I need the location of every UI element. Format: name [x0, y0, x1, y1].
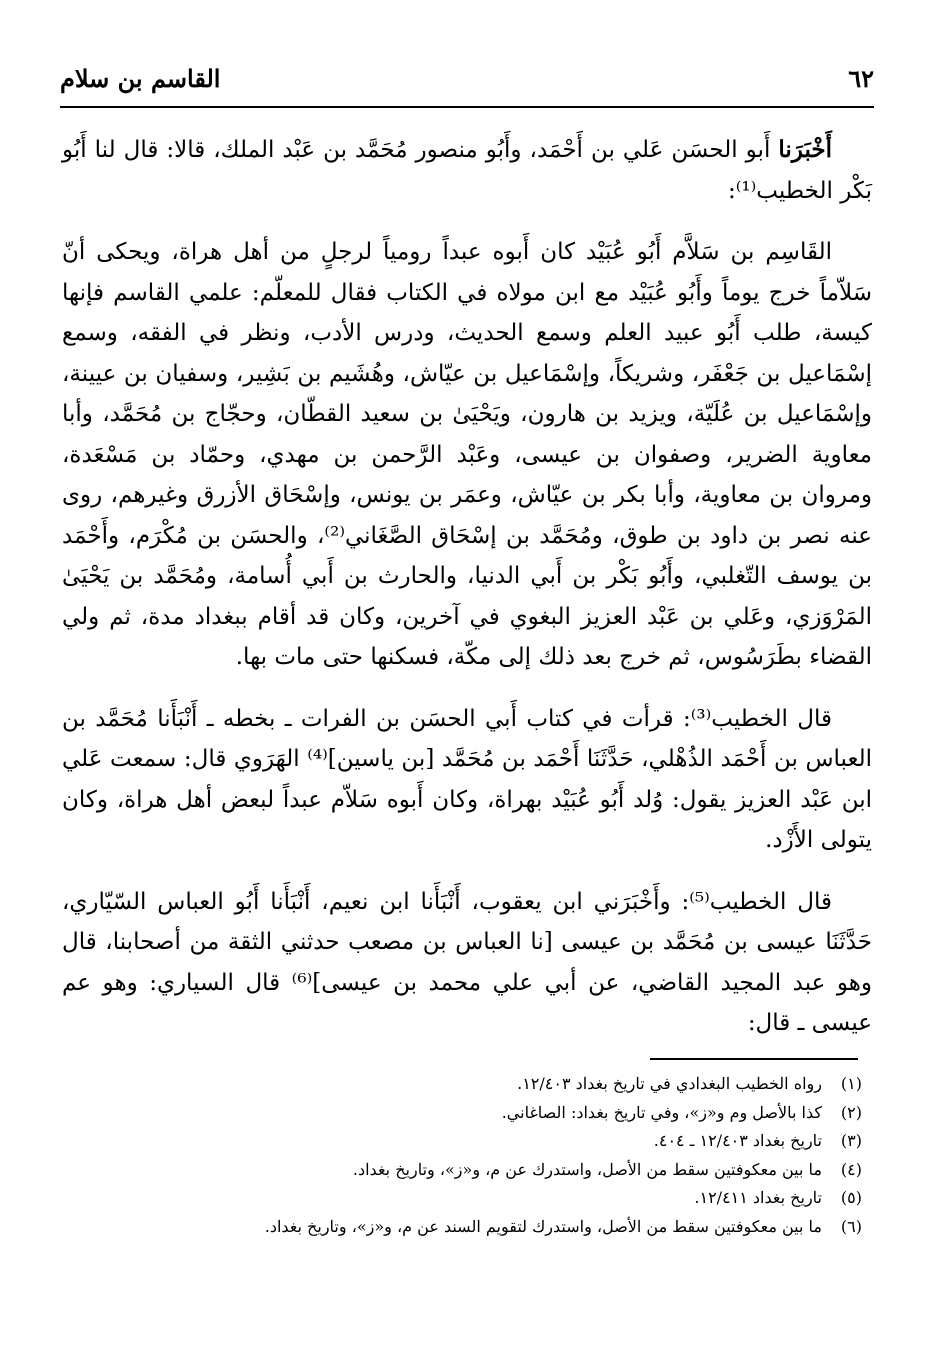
paragraph-4: قال الخطيب⁽⁵⁾: وأَخْبَرَني ابن يعقوب، أَنْبَأَنا ابن نعيم، أَنْبَأَنا أَبُو العباس السّيّاري، حَدَّثَنَا عيسى بن مُحَمَّد بن عيسى [نا العباس بن مصعب حدثني الثقة من أصحابنا، قال وهو عبد المجيد القاضي، عن أبي علي محمد بن عيسى]⁽⁶⁾ قال السياري: وهو عم عيسى ـ قال:: [62, 888, 872, 1036]
footnote: [62, 1184, 862, 1213]
footnote-number: (٢): [840, 1102, 862, 1122]
footnote-text: كذا بالأصل وم و«ز»، وفي تاريخ بغداد: الصاغاني.: [501, 1102, 822, 1122]
footnote: [62, 1099, 862, 1128]
footnote-text: رواه الخطيب البغدادي في تاريخ بغداد ١٢/٤٠٣.: [517, 1074, 822, 1093]
footnote-number: (٤): [840, 1159, 862, 1179]
footnote-text: ما بين معكوفتين سقط من الأصل، واستدرك لتقويم السند عن م، و«ز»، وتاريخ بغداد.: [264, 1216, 822, 1236]
paragraph-3: قال الخطيب⁽³⁾: قرأت في كتاب أَبي الحسَن بن الفرات ـ بخطه ـ أَنْبَأَنا مُحَمَّد بن العباس بن أَحْمَد الذُهْلي، حَدَّثَنَا أَحْمَد بن مُحَمَّد [بن ياسين]⁽⁴⁾ الهَرَوي قال: سمعت عَلي ابن عَبْد العزيز يقول: وُلد أَبُو عُبَيْد بهراة، وكان أَبوه سَلاّم عبداً لبعض أهل هراة، وكان يتولى الأَزْد.: [62, 705, 872, 853]
running-title: القاسم بن سلام: [60, 64, 221, 93]
footnotes: [62, 1070, 862, 1241]
footnote-text: تاريخ بغداد ١٢/٤١١.: [694, 1188, 822, 1207]
footnote-number: (٦): [840, 1216, 862, 1236]
paragraph-lead-word: أَخْبَرَنا: [778, 136, 832, 163]
paragraph-text: أَبو الحسَن عَلي بن أَحْمَد، وأَبُو منصور مُحَمَّد بن عَبْد الملك، قالا: قال لنا أَبُو بَكْر الخطيب⁽¹⁾:: [62, 137, 872, 204]
footnote-text: ما بين معكوفتين سقط من الأصل، واستدرك عن م، و«ز»، وتاريخ بغداد.: [352, 1159, 822, 1179]
paragraph-2: القَاسِم بن سَلاَّم أَبُو عُبَيْد كان أَبوه عبداً رومياً لرجلٍ من أهل هراة، ويحكى أنّ سَلاّماً خرج يوماً وأَبُو عُبَيْد مع ابن مولاه في الكتاب فقال للمعلّم: علمي القاسم فإنها كيسة، طلب أَبُو عبيد العلم وسمع الحديث، ودرس الأدب، ونظر في الفقه، وسمع إسْمَاعيل بن جَعْفَر، وشريكاً، وإسْمَاعيل بن عيّاش، وهُشَيم بن بَشِير، وسفيان بن عيينة، وإسْمَاعيل بن عُلَيّة، ويزيد بن هارون، ويَحْيَىٰ بن سعيد القطّان، وحجّاج بن مُحَمَّد، وأبا معاوية الضرير، وصفوان بن عيسى، وعَبْد الرَّحمن بن مهدي، وحمّاد بن مَسْعَدة، ومروان بن معاوية، وأبا بكر بن عيّاش، وعمَر بن يونس، وإسْحَاق الأزرق وغيرهم، روى عنه نصر بن داود بن طوق، ومُحَمَّد بن إسْحَاق الصَّغَاني⁽²⁾، والحسَن بن مُكْرَم، وأَحْمَد بن يوسف التّغلبي، وأَبُو بَكْر بن أَبي الدنيا، والحارث بن أَبي أُسامة، ومُحَمَّد بن يَحْيَىٰ المَرْوَزي، وعَلي بن عَبْد العزيز البغوي في آخرين، وكان قد أقام ببغداد مدة، ثم ولي القضاء بطَرَسُوس، ثم خرج بعد ذلك إلى مكّة، فسكنها حتى مات بها.: [62, 239, 872, 670]
footnote: [62, 1070, 862, 1099]
footnote: [62, 1213, 862, 1242]
footnote-number: (٥): [840, 1188, 862, 1207]
page-number: ٦٢: [848, 64, 874, 93]
main-text: [62, 130, 872, 1065]
paragraph-1: [62, 130, 872, 211]
footnote-number: (١): [840, 1074, 862, 1093]
footnote: [62, 1156, 862, 1185]
footnote-text: تاريخ بغداد ١٢/٤٠٣ ـ ٤٠٤.: [653, 1131, 822, 1150]
header-divider: [60, 106, 874, 108]
page-header: [60, 62, 874, 100]
footnote-divider: [650, 1058, 858, 1060]
footnote: [62, 1127, 862, 1156]
footnote-number: (٣): [840, 1131, 862, 1150]
